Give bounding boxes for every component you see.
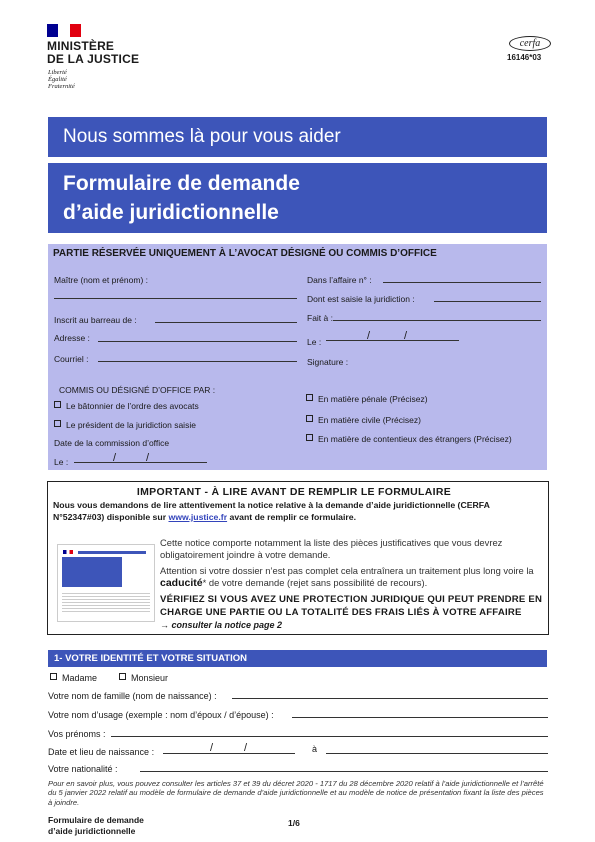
ministry-name: MINISTÈRE DE LA JUSTICE — [47, 39, 140, 66]
date-commission-label: Date de la commission d’office — [54, 438, 170, 448]
lawyer-section-title: PARTIE RÉSERVÉE UNIQUEMENT À L’AVOCAT DÉSIGNÉ OU COMMIS D’OFFICE — [53, 248, 437, 259]
title-banner — [48, 163, 547, 233]
date-separator: / — [210, 742, 214, 754]
date-separator: / — [113, 452, 117, 464]
date-separator: / — [146, 452, 150, 464]
page-number: 1/6 — [288, 818, 300, 828]
protection-warning: VÉRIFIEZ SI VOUS AVEZ UNE PROTECTION JURIDIQUE QUI PEUT PRENDRE EN CHARGE UNE PARTIE OU LA TOTALITÉ DES FRAIS LIÉS À VOTRE AFFAIRE — [160, 594, 543, 618]
maitre-label: Maître (nom et prénom) : — [54, 275, 149, 285]
penale-checkbox[interactable]: En matière pénale (Précisez) — [306, 394, 428, 404]
signature-label: Signature : — [307, 357, 349, 367]
maitre-field[interactable] — [54, 298, 297, 299]
attention-paragraph: Attention si votre dossier n’est pas complet cela entraînera un traitement plus long voire la caducité* de votre demande (rejet sans possibilité de recours). — [160, 565, 534, 589]
nom-usage-field[interactable] — [292, 717, 548, 718]
cerfa-number: 16146*03 — [507, 53, 542, 62]
birth-place-field[interactable] — [326, 753, 548, 754]
nom-famille-label: Votre nom de famille (nom de naissance) : — [48, 691, 217, 701]
commission-date-field[interactable] — [74, 462, 207, 463]
nationalite-field[interactable] — [140, 771, 548, 772]
subtitle-banner: Nous sommes là pour vous aider — [48, 117, 547, 157]
nom-famille-field[interactable] — [232, 698, 548, 699]
date-separator: / — [367, 330, 371, 342]
monsieur-checkbox[interactable]: Monsieur — [119, 673, 168, 683]
cerfa-logo: cerfa — [509, 36, 551, 51]
legal-note: Pour en savoir plus, vous pouvez consulter les articles 37 et 39 du décret 2020 - 1717 du 28 décembre 2020 relatif à l’aide juridictionnelle et l’arrêté du 5 janvier 2022 relatif au modèle de formulaire de demande d’aide juridictionnelle et au modèle de notice de présentation fixant la liste des pièces à joindre. — [48, 779, 544, 807]
prenoms-field[interactable] — [111, 736, 548, 737]
affaire-field[interactable] — [383, 282, 541, 283]
madame-checkbox[interactable]: Madame — [50, 673, 97, 683]
commission-date-label: Le : — [54, 457, 69, 467]
notice-paragraph: Cette notice comporte notamment la liste des pièces justificatives que vous devrez obligatoirement joindre à votre demande. — [160, 537, 503, 560]
birth-place-a: à — [312, 744, 318, 754]
courriel-label: Courriel : — [54, 354, 89, 364]
date-separator: / — [404, 330, 408, 342]
naissance-label: Date et lieu de naissance : — [48, 747, 155, 757]
date-separator: / — [244, 742, 248, 754]
republic-motto: Liberté Égalité Fraternité — [48, 69, 75, 91]
nom-usage-label: Votre nom d’usage (exemple : nom d’époux / d’épouse) : — [48, 710, 274, 720]
fait-a-field[interactable] — [333, 320, 541, 321]
important-title: IMPORTANT - À LIRE AVANT DE REMPLIR LE FORMULAIRE — [136, 486, 452, 498]
juridiction-label: Dont est saisie la juridiction : — [307, 294, 415, 304]
affaire-label: Dans l’affaire n° : — [307, 275, 372, 285]
barreau-label: Inscrit au barreau de : — [54, 315, 137, 325]
adresse-label: Adresse : — [54, 333, 90, 343]
courriel-field[interactable] — [98, 361, 297, 362]
signature-date-label: Le : — [307, 337, 322, 347]
republique-flag-logo — [47, 24, 81, 37]
barreau-field[interactable] — [155, 322, 297, 323]
important-intro: Nous vous demandons de lire attentivement la notice relative à la demande d’aide juridictionnelle (CERFA N°52347#03) disponible sur www.justice.fr avant de remplir ce formulaire. — [53, 500, 490, 522]
justice-link[interactable]: www.justice.fr — [168, 511, 228, 522]
prenoms-label: Vos prénoms : — [48, 729, 106, 739]
adresse-field[interactable] — [98, 341, 297, 342]
page-title: Formulaire de demande d’aide juridictionnelle — [63, 172, 300, 224]
section-1-header: 1- VOTRE IDENTITÉ ET VOTRE SITUATION — [48, 650, 547, 667]
nationalite-label: Votre nationalité : — [48, 764, 118, 774]
civile-checkbox[interactable]: En matière civile (Précisez) — [306, 415, 421, 425]
birth-date-field[interactable] — [163, 753, 295, 754]
president-checkbox[interactable]: Le président de la juridiction saisie — [54, 420, 196, 430]
notice-link[interactable]: → consulter la notice page 2 — [160, 620, 283, 630]
fait-a-label: Fait à : — [307, 313, 333, 323]
juridiction-field[interactable] — [434, 301, 541, 302]
commis-title: COMMIS OU DÉSIGNÉ D’OFFICE PAR : — [59, 385, 216, 395]
footer-title: Formulaire de demande d’aide juridictionnelle — [48, 815, 144, 836]
notice-thumbnail-image — [57, 544, 155, 622]
batonnier-checkbox[interactable]: Le bâtonnier de l’ordre des avocats — [54, 401, 199, 411]
etrangers-checkbox[interactable]: En matière de contentieux des étrangers (Précisez) — [306, 434, 512, 444]
signature-date-field[interactable] — [326, 340, 459, 341]
